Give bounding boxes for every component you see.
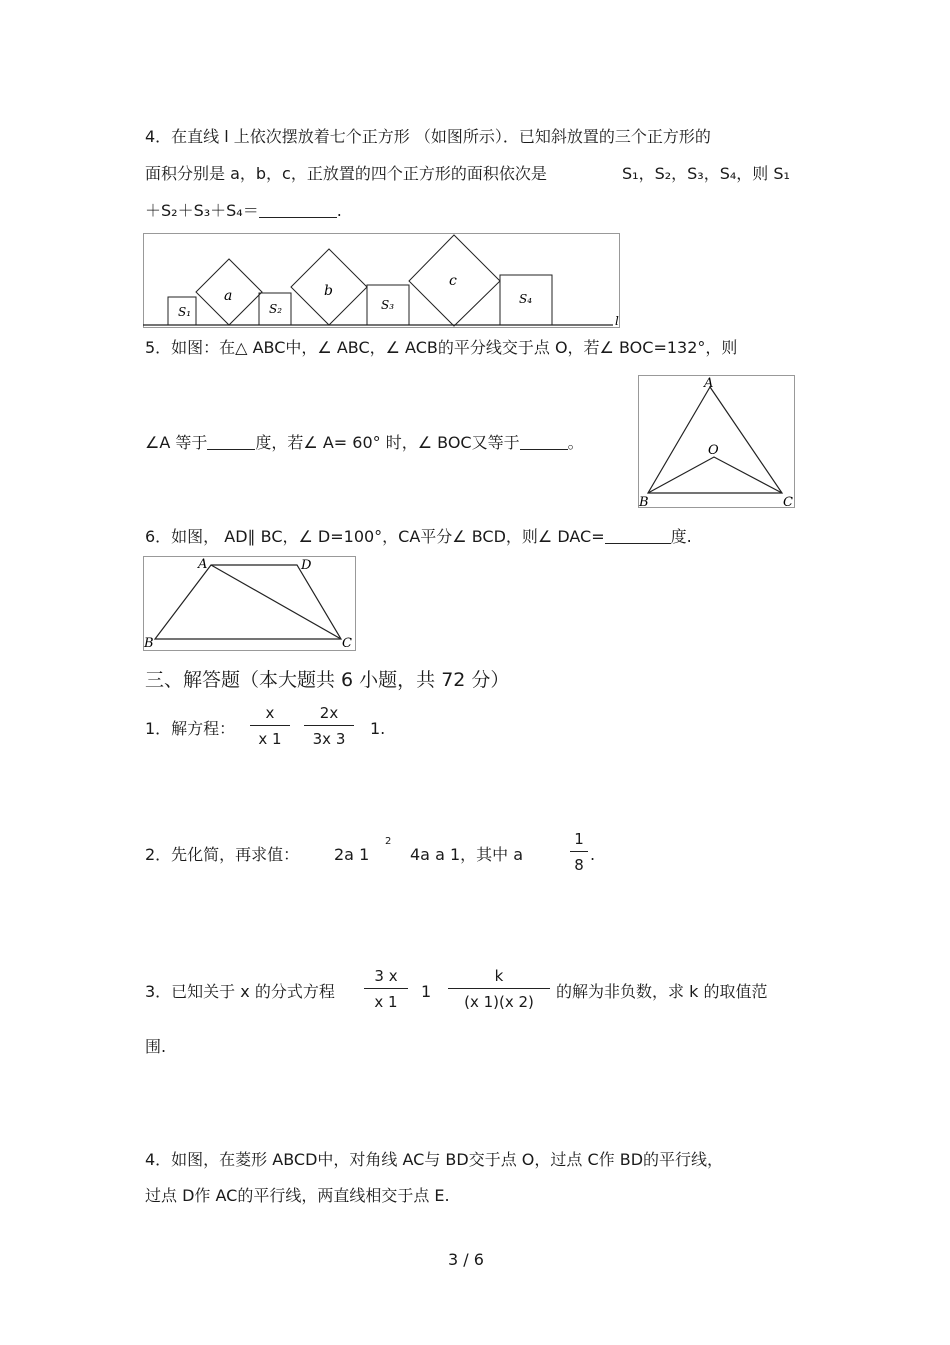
p3-f1-numerator: 3 x: [374, 967, 398, 985]
p2-expr2: 4a a 1，其中 a: [410, 845, 524, 864]
p2-suffix: .: [590, 845, 596, 864]
q4-line1: 4．在直线 l 上依次摆放着七个正方形 （如图所示）．已知斜放置的三个正方形的: [145, 127, 711, 146]
label-O: O: [708, 443, 719, 458]
label-s1: S₁: [178, 305, 192, 319]
label-B: B: [639, 495, 649, 509]
q5-line2-mid: 度，若∠ A= 60° 时，∠ BOC又等于: [255, 433, 520, 452]
label-s2: S₂: [269, 302, 283, 316]
label-D: D: [301, 558, 312, 573]
p1-f2-denominator: 3x 3: [312, 730, 346, 748]
p3-fraction-2: [448, 967, 550, 1011]
label-s4: S₄: [519, 292, 533, 306]
q4-line3: [145, 201, 342, 221]
label-l: l: [615, 314, 619, 328]
q5-blank-2[interactable]: [520, 433, 568, 450]
p3-f2-denominator: (x 1)(x 2): [464, 993, 534, 1011]
q4-line3-suffix: .: [336, 201, 342, 220]
p2-fraction: [570, 830, 588, 874]
q4-figure-frame: [144, 234, 620, 328]
label-c: c: [449, 273, 457, 289]
label-C: C: [342, 636, 352, 651]
q5-line2: [145, 433, 584, 453]
q5-line2-prefix: ∠A 等于: [145, 433, 208, 452]
q6-line1-prefix: 6．如图， AD∥ BC，∠ D=100°，CA平分∠ BCD，则∠ DAC=: [145, 527, 605, 546]
p1-prefix: 1．解方程：: [145, 719, 236, 738]
q6-line1: [145, 527, 692, 547]
p3-suffix: 的解为非负数，求 k 的取值范: [556, 982, 768, 1001]
q6-line1-suffix: 度.: [670, 527, 692, 546]
trapezoid-abcd: [155, 565, 341, 639]
q5-line1: 5．如图：在△ ABC中，∠ ABC，∠ ACB的平分线交于点 O，若∠ BOC=132°，则: [145, 338, 738, 357]
p2-expr: 2a 1: [334, 845, 370, 864]
label-A: A: [704, 376, 714, 391]
p4-line1: 4．如图，在菱形 ABCD中，对角线 AC与 BD交于点 O，过点 C作 BD的平行线，: [145, 1150, 724, 1169]
q4-answer-blank[interactable]: [259, 201, 337, 218]
section-title: 三、解答题（本大题共 6 小题，共 72 分）: [145, 669, 510, 691]
p4-line2: 过点 D作 AC的平行线，两直线相交于点 E.: [145, 1186, 450, 1205]
q4-s-list: S₁，S₂，S₃，S₄，则 S₁: [622, 164, 790, 183]
p2-prefix: 2．先化简，再求值：: [145, 845, 300, 864]
q4-line3-prefix: ＋S₂＋S₃＋S₄＝: [145, 201, 259, 220]
p1-f1-denominator: x 1: [258, 730, 282, 748]
p3-fraction-1: [364, 967, 408, 1011]
label-s3: S₃: [381, 298, 395, 312]
p2-f-denominator: 8: [574, 856, 584, 874]
label-C: C: [783, 495, 793, 509]
diagonal-ca: [211, 565, 341, 639]
q5-blank-1[interactable]: [207, 433, 255, 450]
p1-fraction-2: [304, 704, 354, 748]
p3-f1-denominator: x 1: [374, 993, 398, 1011]
q5-line2-suffix: 。: [567, 433, 584, 452]
q6-figure-frame: [144, 557, 356, 651]
label-b: b: [324, 283, 333, 299]
p3-f2-numerator: k: [494, 967, 504, 985]
q6-answer-blank[interactable]: [605, 527, 671, 544]
p3-line2: 围.: [145, 1037, 167, 1056]
q4-line2: 面积分别是 a，b，c，正放置的四个正方形的面积依次是: [145, 164, 547, 183]
label-A: A: [198, 557, 208, 572]
p3-prefix: 3．已知关于 x 的分式方程: [145, 982, 335, 1001]
q6-trapezoid-figure: [143, 556, 357, 652]
q5-triangle-figure: [638, 375, 796, 509]
p1-suffix: 1.: [370, 719, 386, 738]
p1-fraction-1: [250, 704, 290, 748]
page-number: 3 / 6: [448, 1250, 484, 1269]
label-a: a: [224, 288, 233, 304]
p3-mid: 1: [421, 982, 432, 1001]
label-B: B: [144, 636, 154, 651]
triangle-abc: [648, 387, 782, 493]
q4-squares-figure: [143, 233, 623, 329]
p2-f-numerator: 1: [574, 830, 584, 848]
p2-exponent: 2: [385, 836, 392, 847]
p1-f1-numerator: x: [265, 704, 275, 722]
p1-f2-numerator: 2x: [319, 704, 339, 722]
